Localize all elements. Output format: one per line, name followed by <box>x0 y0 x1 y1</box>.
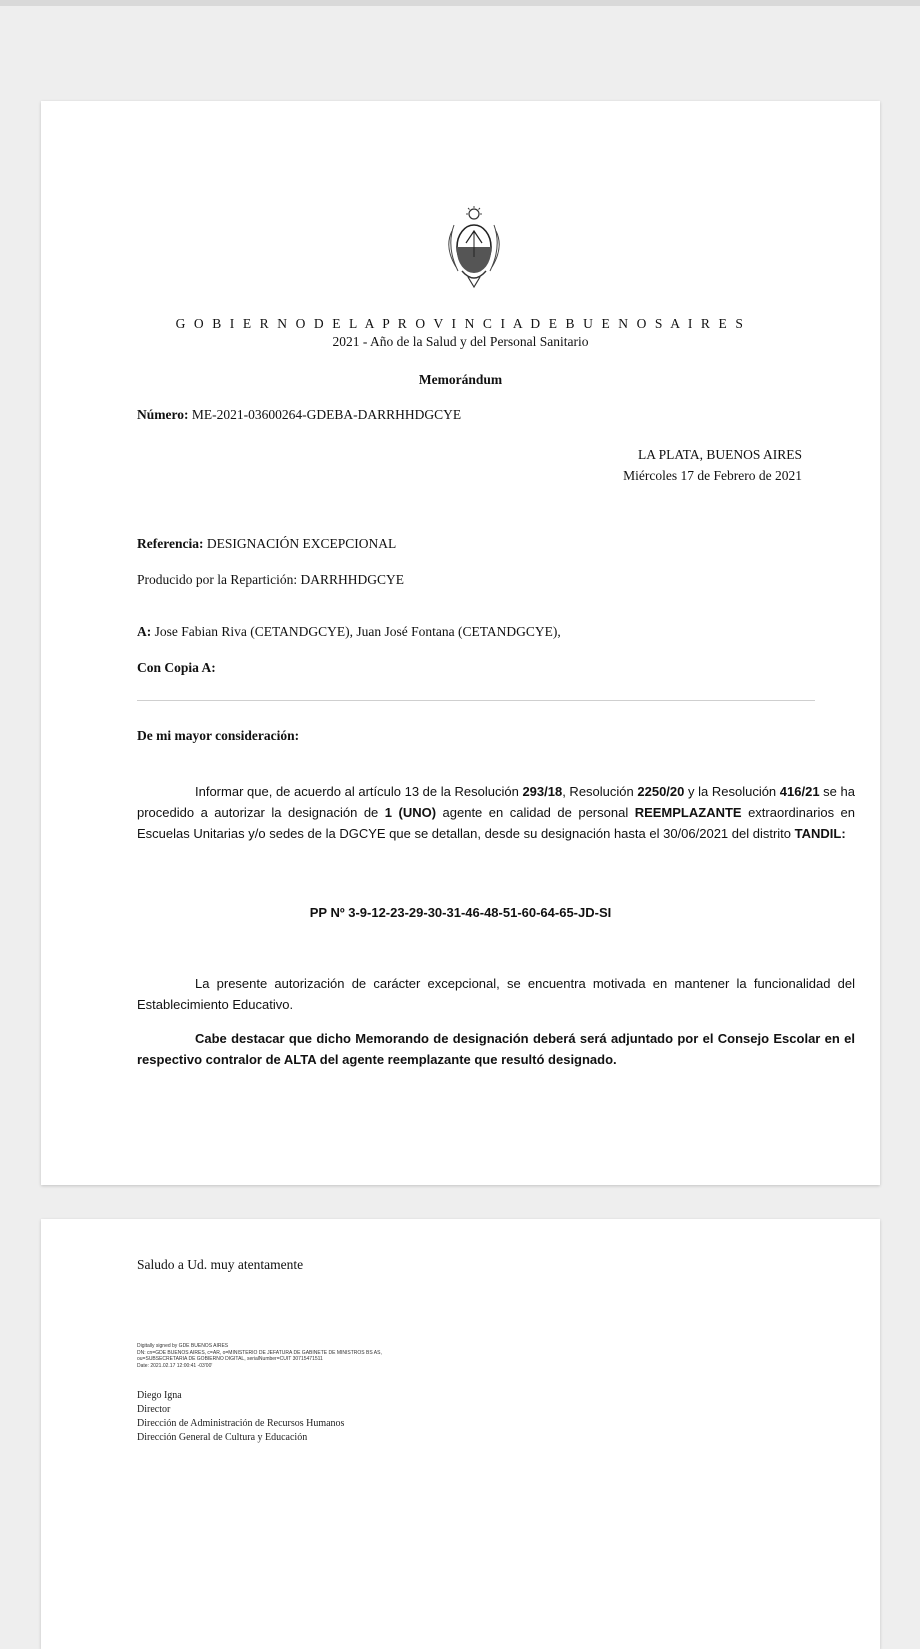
paragraph-motivation <box>137 973 855 1015</box>
body-text: agente en calidad de personal <box>436 805 635 820</box>
signature-line: ou=SUBSECRETARIA DE GOBIERNO DIGITAL, serialNumber=CUIT 30715471511 <box>137 1356 323 1362</box>
recipients-label: A: <box>137 624 152 639</box>
place-date-block <box>623 444 802 486</box>
place: LA PLATA, BUENOS AIRES <box>638 447 802 462</box>
closing-salutation: Saludo a Ud. muy atentamente <box>137 1257 304 1272</box>
divider <box>137 700 815 701</box>
paragraph-designation <box>137 781 855 844</box>
paragraph-note <box>137 1028 855 1070</box>
motivation-text: La presente autorización de carácter excepcional, se encuentra motivada en mantener la funcionalidad del Establecimiento Educativo. <box>137 976 855 1012</box>
signature-line: DN: cn=GDE BUENOS AIRES, c=AR, o=MINISTERIO DE JEFATURA DE GABINETE DE MINISTROS BS AS, <box>137 1349 382 1356</box>
body-text: y la Resolución <box>684 784 780 799</box>
body-text: , Resolución <box>562 784 638 799</box>
digital-signature-stamp <box>137 1343 382 1369</box>
coat-of-arms-icon <box>444 205 504 291</box>
signer-name: Diego Igna <box>137 1390 182 1401</box>
emphasis-text: 416/21 <box>779 784 820 799</box>
reference-label: Referencia: <box>137 536 204 551</box>
top-status-strip <box>0 0 920 6</box>
document-page-1 <box>41 101 880 1185</box>
body-text: Informar que, de acuerdo al artículo 13 de la Resolución <box>195 784 523 799</box>
copy-to-label: Con Copia A: <box>137 660 216 675</box>
signer-organization: Dirección General de Cultura y Educación <box>137 1432 308 1443</box>
reference-line <box>137 536 396 552</box>
government-heading: G O B I E R N O D E L A P R O V I N C I A D E B U E N O S A I R E S <box>175 316 746 331</box>
note-text: Cabe destacar que dicho Memorando de designación deberá será adjuntado por el Consejo Escolar en el respectivo contralor de ALTA del agente reemplazante que resultó designado. <box>137 1031 855 1067</box>
body-text: se ha procedido a autorizar la designación de <box>137 784 855 820</box>
signer-department: Dirección de Administración de Recursos Humanos <box>137 1418 345 1429</box>
emphasis-text: TANDIL: <box>794 826 846 841</box>
signature-line: Digitally signed by GDE BUENOS AIRES <box>137 1343 229 1349</box>
produced-by: Producido por la Repartición: DARRHHDGCYE <box>137 572 404 587</box>
emphasis-text: REEMPLAZANTE <box>634 805 742 820</box>
signer-block <box>137 1389 344 1445</box>
document-number <box>137 407 461 423</box>
emphasis-text: 293/18 <box>522 784 563 799</box>
date: Miércoles 17 de Febrero de 2021 <box>623 468 802 483</box>
document-page-2 <box>41 1219 880 1649</box>
recipients-value: Jose Fabian Riva (CETANDGCYE), Juan José Fontana (CETANDGCYE), <box>154 624 561 639</box>
reference-value: DESIGNACIÓN EXCEPCIONAL <box>206 536 397 551</box>
body-text: extraordinarios en Escuelas Unitarias y/o sedes de la DGCYE que se detallan, desde su designación hasta el 30/06/2021 del distrito <box>137 805 856 841</box>
number-value: ME-2021-03600264-GDEBA-DARRHHDGCYE <box>191 407 462 422</box>
number-label: Número: <box>137 407 189 422</box>
recipients-line <box>137 624 561 640</box>
greeting: De mi mayor consideración: <box>137 728 300 743</box>
signer-role: Director <box>137 1404 171 1415</box>
emphasis-text: 2250/20 <box>637 784 685 799</box>
pp-list-line: PP Nº 3-9-12-23-29-30-31-46-48-51-60-64-65-JD-SI <box>309 905 612 920</box>
year-motto: 2021 - Año de la Salud y del Personal Sanitario <box>332 334 589 349</box>
document-type-title: Memorándum <box>418 372 503 387</box>
emphasis-text: 1 (UNO) <box>384 805 437 820</box>
signature-line: Date: 2021.02.17 12:00:41 -03'00' <box>137 1362 213 1369</box>
